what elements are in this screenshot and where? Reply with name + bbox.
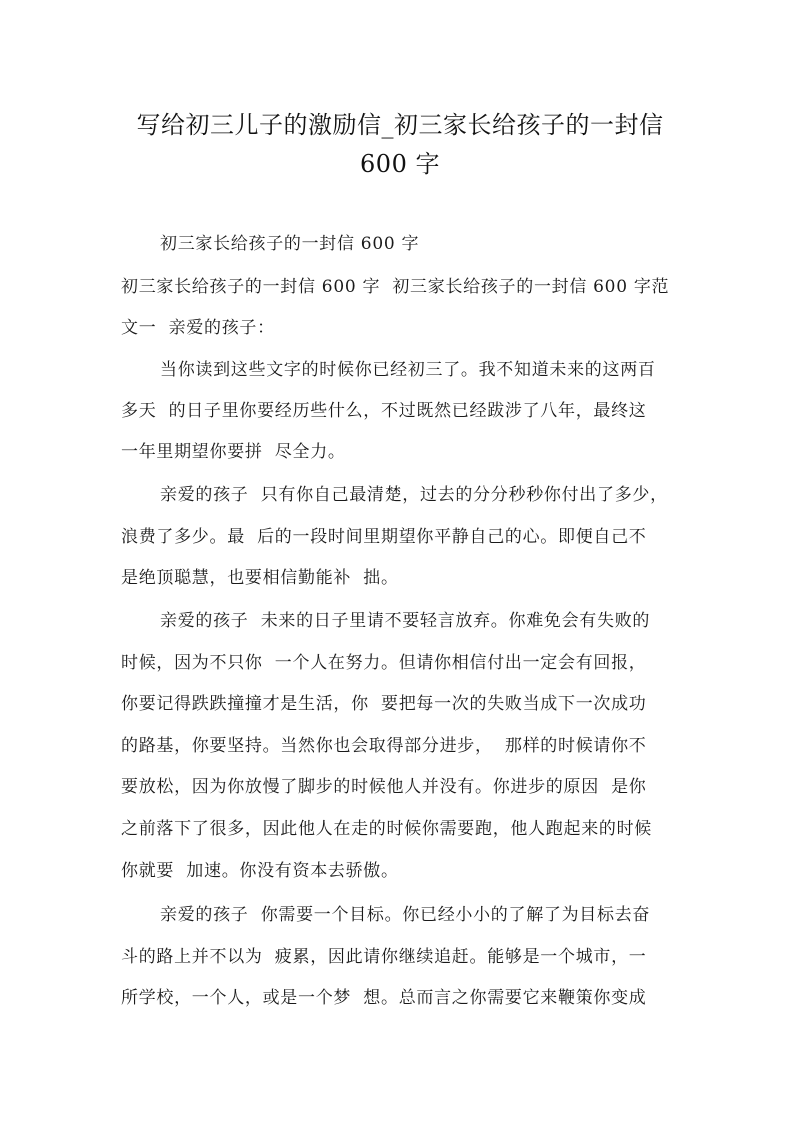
document-title-continued: 600 字 xyxy=(360,150,440,178)
body-line: 要放松，因为你放慢了脚步的时候他人并没有。你进步的原因 是你 xyxy=(121,777,647,797)
body-line: 亲爱的孩子 只有你自己最清楚，过去的分分秒秒你付出了多少， xyxy=(160,485,668,505)
body-line: 之前落下了很多，因此他人在走的时候你需要跑，他人跑起来的时候 xyxy=(121,819,652,839)
body-line: 浪费了多少。最 后的一段时间里期望你平静自己的心。即便自己不 xyxy=(121,527,647,547)
body-line: 时候，因为不只你 一个人在努力。但请你相信付出一定会有回报， xyxy=(121,653,647,673)
body-line: 多天 的日子里你要经历些什么，不过既然已经跋涉了八年，最终这 xyxy=(121,401,647,421)
body-line: 初三家长给孩子的一封信 600 字 初三家长给孩子的一封信 600 字范 xyxy=(121,277,670,297)
body-line: 亲爱的孩子 你需要一个目标。你已经小小的了解了为目标去奋 xyxy=(160,905,651,925)
body-line: 亲爱的孩子 未来的日子里请不要轻言放弃。你难免会有失败的 xyxy=(160,611,651,631)
body-line: 是绝顶聪慧，也要相信勤能补 拙。 xyxy=(121,568,399,588)
body-line: 你要记得跌跌撞撞才是生活，你 要把每一次的失败当成下一次成功 xyxy=(121,694,647,714)
body-line: 初三家长给孩子的一封信 600 字 xyxy=(160,234,420,254)
body-line: 一年里期望你要拼 尽全力。 xyxy=(121,442,346,462)
body-line: 所学校，一个人，或是一个梦 想。总而言之你需要它来鞭策你变成 xyxy=(121,988,647,1008)
body-line: 当你读到这些文字的时候你已经初三了。我不知道未来的这两百 xyxy=(160,360,656,380)
body-line: 文一 亲爱的孩子： xyxy=(121,318,275,338)
body-line: 斗的路上并不以为 疲累，因此请你继续追赶。能够是一个城市，一 xyxy=(121,947,647,967)
body-line: 你就要 加速。你没有资本去骄傲。 xyxy=(121,861,399,881)
body-line: 的路基，你要坚持。当然你也会取得部分进步， 那样的时候请你不 xyxy=(121,736,647,756)
document-title: 写给初三儿子的激励信_初三家长给孩子的一封信 xyxy=(136,111,664,139)
